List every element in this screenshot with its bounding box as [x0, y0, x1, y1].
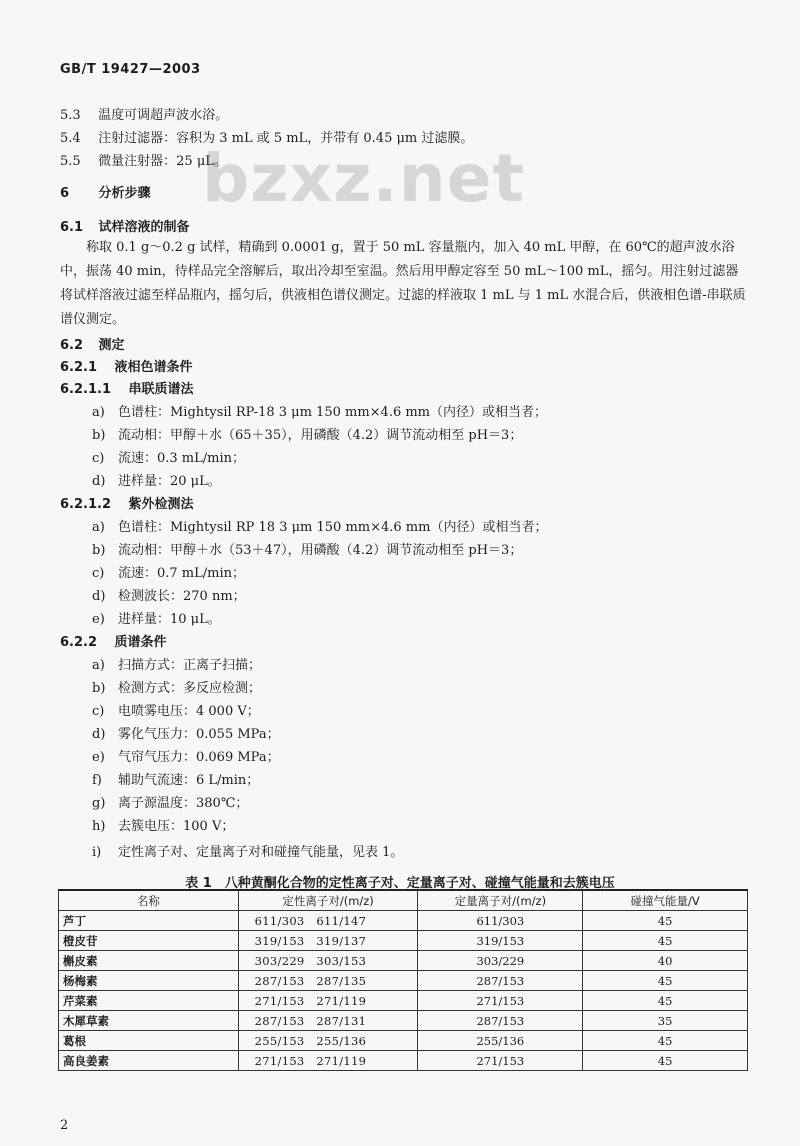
table-header-row — [59, 890, 748, 911]
list-item: e) 进样量：10 μL。 — [92, 612, 221, 627]
table-row: 芹菜素 271/153 271/119 271/153 45 — [59, 991, 748, 1011]
table-row: 槲皮素 303/229 303/153 303/229 40 — [59, 951, 748, 971]
clause-5-3: 5.3 温度可调超声波水浴。 — [60, 108, 229, 123]
list-item: d) 雾化气压力：0.055 MPa； — [92, 727, 280, 742]
list-item: c) 流速：0.7 mL/min； — [92, 566, 246, 581]
list-item: a) 色谱柱：Mightysil RP-18 3 μm 150 mm×4.6 mm（内径）或相当者； — [92, 405, 548, 420]
column-header: 定性离子对/(m/z) — [238, 890, 418, 911]
table-row: 葛根 255/153 255/136 255/136 45 — [59, 1031, 748, 1051]
list-item: d) 检测波长：270 nm； — [92, 589, 246, 604]
list-item: c) 电喷雾电压：4 000 V； — [92, 704, 260, 719]
section-6-2-heading: 6.2 测定 — [60, 338, 125, 353]
section-6-1-paragraph: 称取 0.1 g～0.2 g 试样，精确到 0.0001 g，置于 50 mL 容量瓶内，加入 40 mL 甲醇，在 60℃的超声波水浴中，振荡 40 min，待样品完全溶解后，取出冷却至室温。然后用甲醇定容至 50 mL～100 mL，摇匀。用注射过滤器将试样溶液过滤至样品瓶内，摇匀后，供液相色谱仪测定。过滤的样液取 1 mL 与 1 mL 水混合后，供液相色谱-串联质谱仪测定。 — [60, 240, 746, 327]
list-item: h) 去簇电压：100 V； — [92, 819, 235, 834]
list-item: d) 进样量：20 μL。 — [92, 474, 221, 489]
list-item: a) 扫描方式：正离子扫描； — [92, 658, 262, 673]
table-row: 橙皮苷 319/153 319/137 319/153 45 — [59, 931, 748, 951]
table-row: 高良姜素 271/153 271/119 271/153 45 — [59, 1051, 748, 1071]
section-6-2-1-heading: 6.2.1 液相色谱条件 — [60, 360, 193, 375]
list-item: b) 流动相：甲醇＋水（53＋47），用磷酸（4.2）调节流动相至 pH＝3； — [92, 543, 523, 558]
table-row: 木犀草素 287/153 287/131 287/153 35 — [59, 1011, 748, 1031]
watermark: bzxz.net — [202, 140, 526, 217]
section-6-1-heading: 6.1 试样溶液的制备 — [60, 220, 190, 235]
ion-pair-table — [58, 889, 748, 1071]
list-item: b) 检测方式：多反应检测； — [92, 681, 262, 696]
section-6-2-1-1-heading: 6.2.1.1 串联质谱法 — [60, 382, 194, 397]
section-6-2-2-heading: 6.2.2 质谱条件 — [60, 635, 167, 650]
clause-5-5: 5.5 微量注射器：25 μL。 — [60, 154, 227, 169]
clause-5-4: 5.4 注射过滤器：容积为 3 mL 或 5 mL，并带有 0.45 μm 过滤膜。 — [60, 131, 474, 146]
list-item: c) 流速：0.3 mL/min； — [92, 451, 246, 466]
column-header: 定量离子对/(m/z) — [418, 890, 583, 911]
list-item: g) 离子源温度：380℃； — [92, 796, 249, 811]
column-header: 碰撞气能量/V — [583, 890, 748, 911]
table-title: 表 1 八种黄酮化合物的定性离子对、定量离子对、碰撞气能量和去簇电压 — [185, 876, 615, 891]
standard-number: GB/T 19427—2003 — [60, 62, 201, 77]
list-item: b) 流动相：甲醇＋水（65＋35），用磷酸（4.2）调节流动相至 pH＝3； — [92, 428, 523, 443]
list-item: a) 色谱柱：Mightysil RP 18 3 μm 150 mm×4.6 mm（内径）或相当者； — [92, 520, 548, 535]
list-item: f) 辅助气流速：6 L/min； — [92, 773, 260, 788]
section-6-2-1-2-heading: 6.2.1.2 紫外检测法 — [60, 497, 194, 512]
table-row: 杨梅素 287/153 287/135 287/153 45 — [59, 971, 748, 991]
column-header: 名称 — [59, 890, 239, 911]
section-6-heading: 6 分析步骤 — [60, 186, 151, 201]
list-item: e) 气帘气压力：0.069 MPa； — [92, 750, 280, 765]
list-item: i) 定性离子对、定量离子对和碰撞气能量，见表 1。 — [92, 845, 404, 860]
table-row: 芦丁 611/303 611/147 611/303 45 — [59, 911, 748, 931]
page-number: 2 — [60, 1118, 69, 1133]
